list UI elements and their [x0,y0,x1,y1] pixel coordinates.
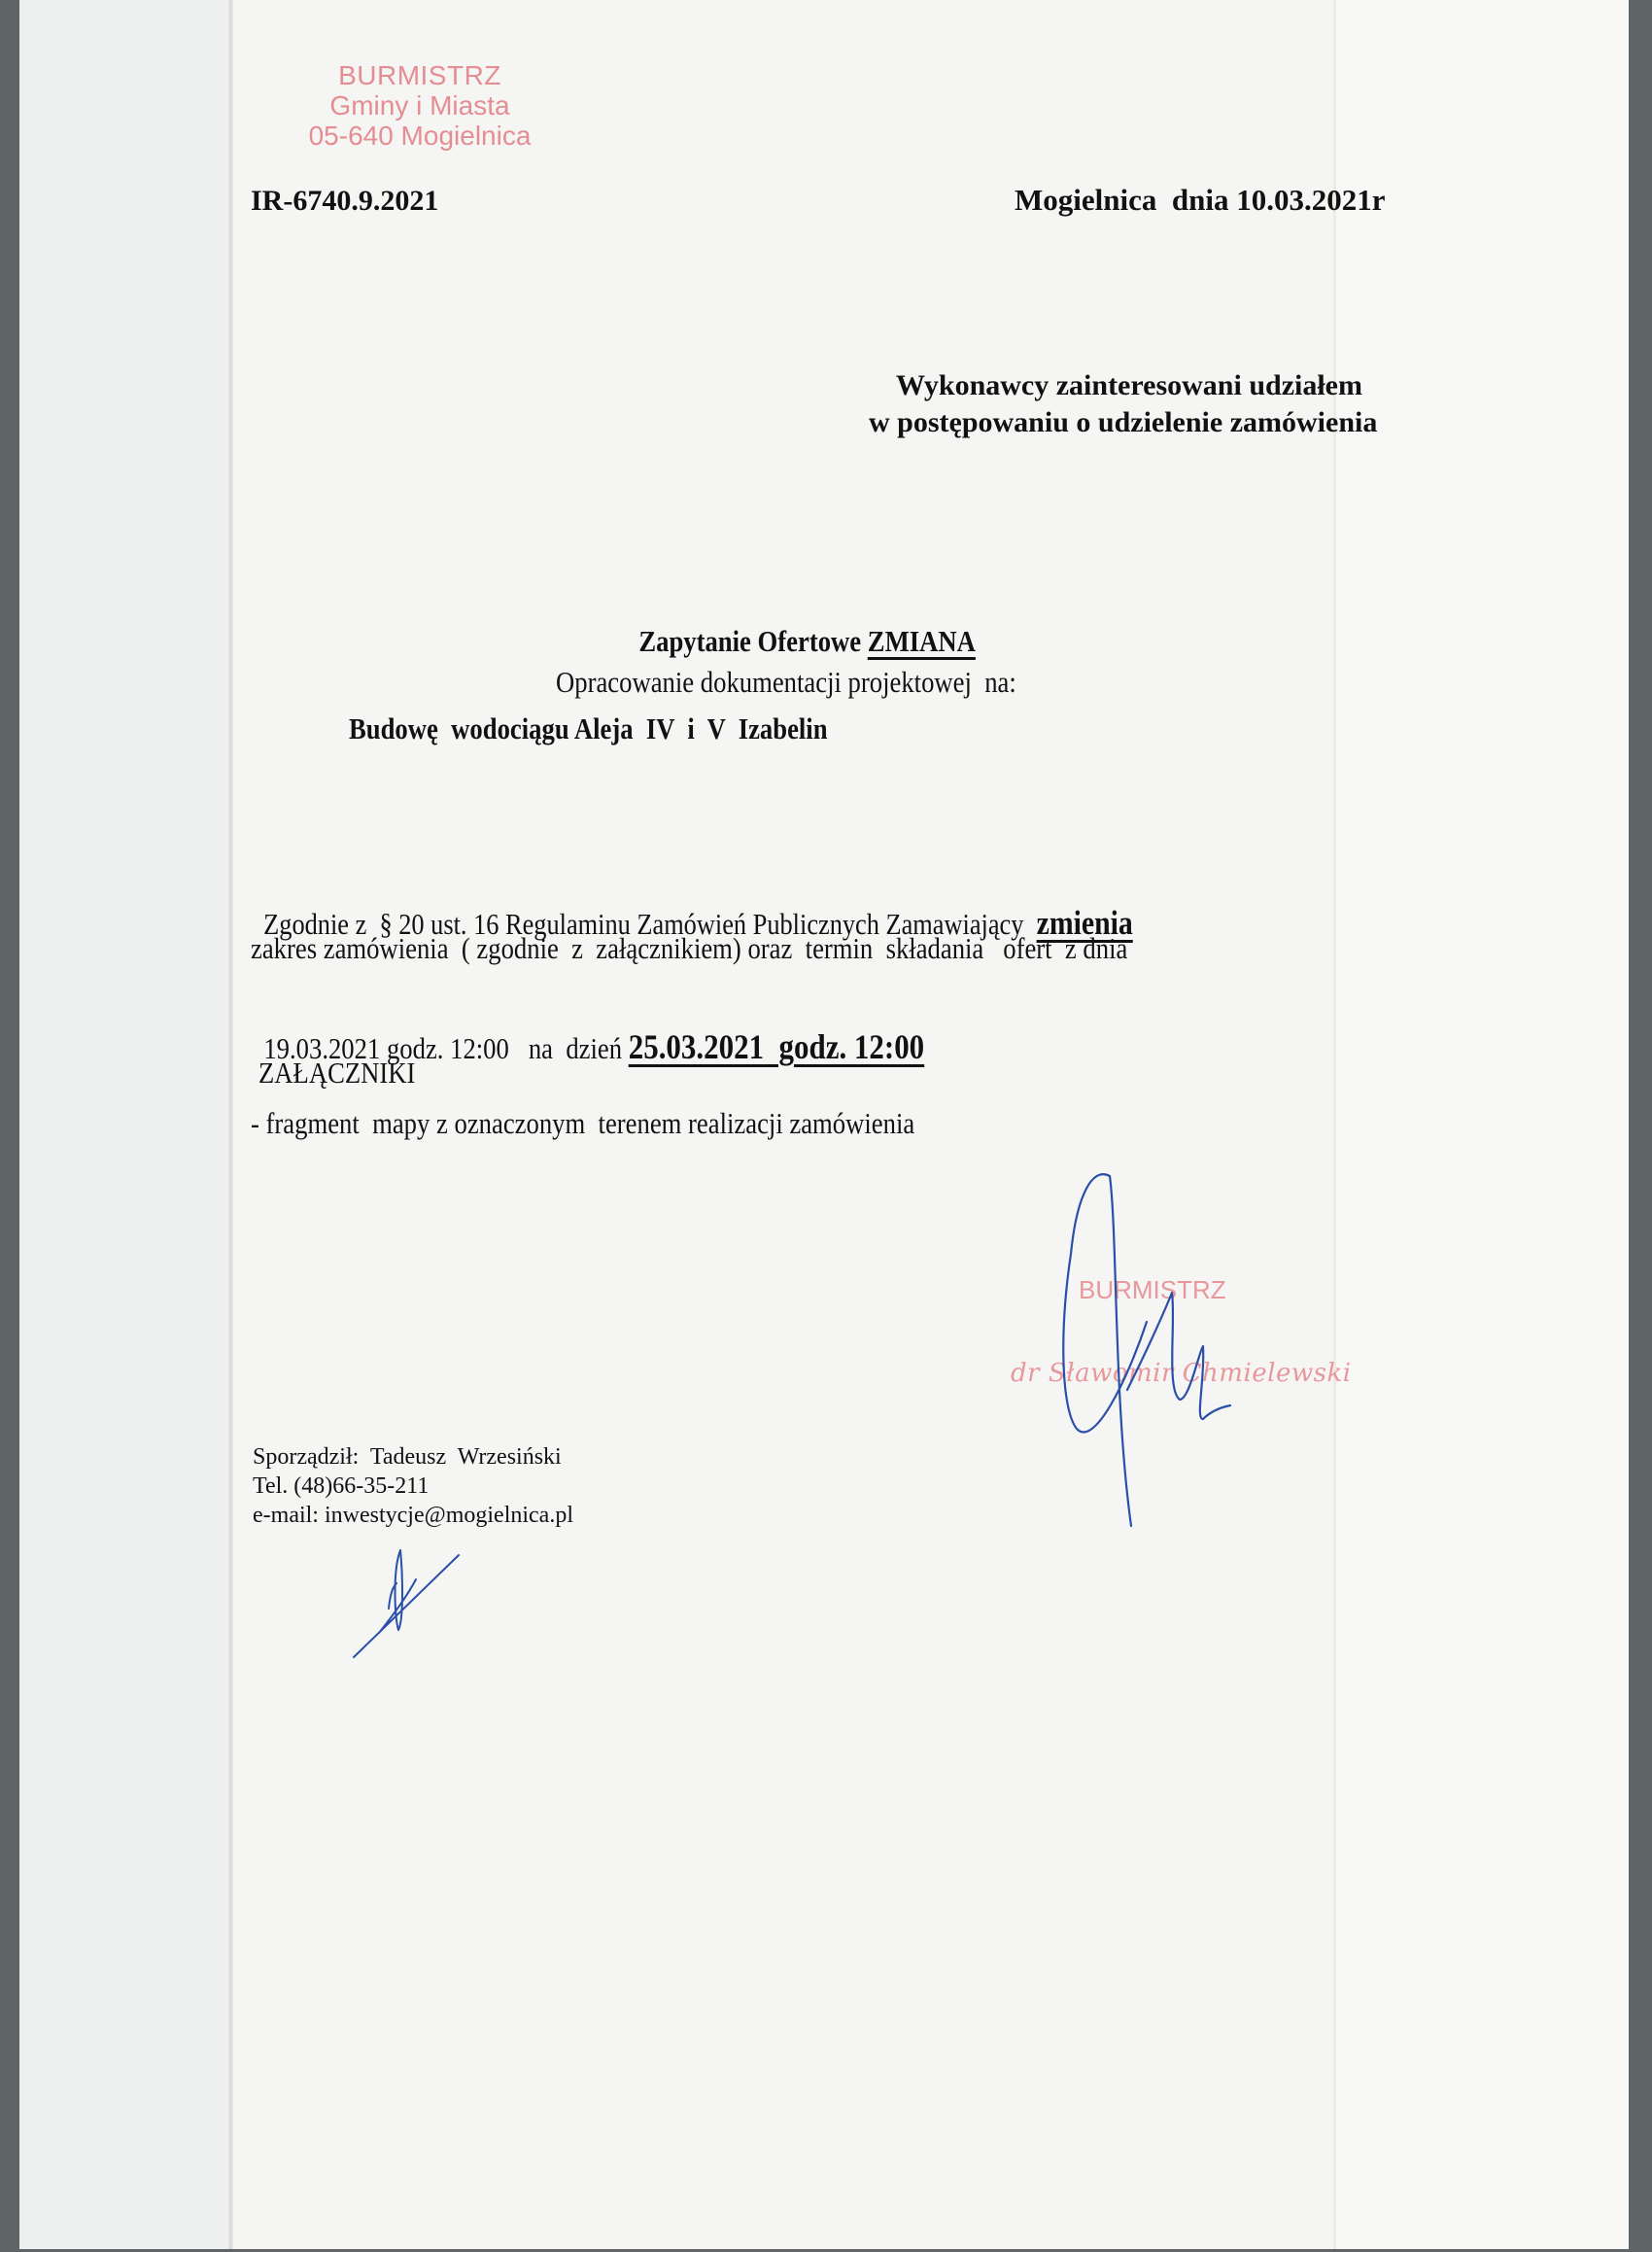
new-deadline-emphasis: 25.03.2021 godz. 12:00 [628,1027,925,1066]
header-stamp [274,60,566,151]
prepared-by-phone: Tel. (48)66-35-211 [253,1473,430,1499]
subject-line-2: Budowę wodociągu Aleja IV i V Izabelin [349,711,828,745]
reference-number: IR-6740.9.2021 [251,185,439,217]
body-changes-emphasis: zmienia [1036,904,1133,942]
stamp-line-address: 05-640 Mogielnica [308,121,532,151]
attachments-heading: ZAŁĄCZNIKI [258,1056,416,1090]
paper-right-margin [1336,0,1629,2249]
fold-line-right [1333,0,1336,2249]
body-line-3-text: 19.03.2021 godz. 12:00 na dzień [263,1031,623,1065]
addressee-line-2: w postępowaniu o udzielenie zamówienia [869,406,1378,438]
title-change-emphasis: ZMIANA [867,624,976,658]
stamp-line-office: Gminy i Miasta [329,90,510,121]
signature-stamp-title: BURMISTRZ [1079,1275,1226,1304]
document-title [626,589,976,659]
place-and-date: Mogielnica dnia 10.03.2021r [1015,183,1386,217]
mayor-signature [1050,1157,1244,1545]
title-prefix: Zapytanie Ofertowe [638,624,868,658]
signature-stamp-name: dr Sławomir Chmielewski [1011,1359,1352,1388]
attachment-item: - fragment mapy z oznaczonym terenem realizacji zamówienia [251,1106,915,1140]
body-line-2: zakres zamówienia ( zgodnie z załącznikiem) oraz termin składania ofert z dnia [251,931,1128,965]
preparer-signature-stroke [354,1550,459,1657]
fold-line [228,0,233,2249]
paper-left-margin [19,0,229,2249]
subject-line-1: Opracowanie dokumentacji projektowej na: [556,665,1016,699]
mayor-signature-stroke [1063,1174,1230,1526]
prepared-by: Sporządził: Tadeusz Wrzesiński [253,1444,562,1470]
stamp-line-title: BURMISTRZ [338,60,501,90]
addressee-line-1: Wykonawcy zainteresowani udziałem [896,369,1362,401]
preparer-signature [350,1541,466,1667]
prepared-by-email: e-mail: inwestycje@mogielnica.pl [253,1503,573,1528]
body-line-1-text: Zgodnie z § 20 ust. 16 Regulaminu Zamówień Publicznych Zamawiający [263,907,1024,941]
